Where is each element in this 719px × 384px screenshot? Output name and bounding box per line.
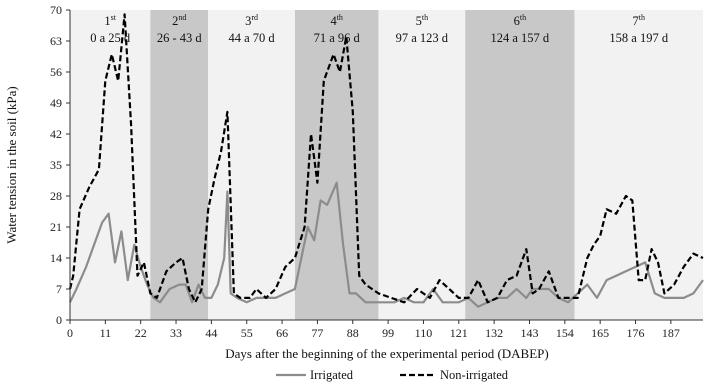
- phase-number-5: 5th: [415, 13, 429, 28]
- x-tick-label: 0: [67, 326, 73, 340]
- x-tick-label: 55: [240, 326, 253, 340]
- phase-band-4: [295, 10, 379, 320]
- phase-range-5: 97 a 123 d: [395, 31, 449, 45]
- x-tick-label: 165: [591, 326, 610, 340]
- x-tick-label: 33: [170, 326, 183, 340]
- y-tick-label: 70: [50, 3, 62, 17]
- x-tick-label: 22: [134, 326, 147, 340]
- phase-band-2: [150, 10, 208, 320]
- phase-number-1: 1st: [104, 13, 116, 28]
- legend: [276, 368, 509, 382]
- y-tick-label: 7: [56, 282, 62, 296]
- x-tick-label: 176: [626, 326, 645, 340]
- x-tick-label: 143: [520, 326, 539, 340]
- x-tick-label: 77: [311, 326, 324, 340]
- y-tick-label: 28: [50, 189, 62, 203]
- x-tick-label: 99: [382, 326, 395, 340]
- x-tick-label: 66: [276, 326, 289, 340]
- phase-number-6: 6th: [513, 13, 527, 28]
- x-tick-label: 121: [449, 326, 468, 340]
- phase-band-5: [378, 10, 465, 320]
- x-tick-label: 88: [346, 326, 359, 340]
- phase-range-2: 26 - 43 d: [156, 31, 202, 45]
- y-tick-label: 35: [50, 158, 62, 172]
- y-tick-label: 14: [50, 251, 62, 265]
- phase-range-3: 44 a 70 d: [228, 31, 275, 45]
- x-tick-label: 110: [414, 326, 433, 340]
- x-tick-label: 11: [99, 326, 112, 340]
- y-tick-label: 21: [50, 220, 62, 234]
- y-axis-label: Water tension in the soil (kPa): [4, 86, 19, 244]
- phase-number-7: 7th: [632, 13, 645, 28]
- x-tick-label: 187: [661, 326, 680, 340]
- phase-number-2: 2nd: [172, 13, 187, 28]
- phase-number-4: 4th: [330, 13, 343, 28]
- phase-range-1: 0 a 25 d: [90, 31, 131, 45]
- y-tick-label: 49: [50, 96, 62, 110]
- x-axis-label: Days after the beginning of the experimental period (DABEP): [225, 346, 549, 361]
- legend-label-irrigated: Irrigated: [310, 368, 354, 382]
- phase-range-4: 71 a 96 d: [313, 31, 360, 45]
- phase-band-6: [465, 10, 574, 320]
- y-tick-label: 63: [50, 34, 62, 48]
- x-tick-label: 154: [555, 326, 574, 340]
- y-tick-label: 0: [56, 313, 62, 327]
- y-tick-label: 56: [50, 65, 62, 79]
- y-tick-label: 42: [50, 127, 62, 141]
- legend-label-non-irrigated: Non-irrigated: [440, 368, 509, 382]
- x-tick-label: 44: [205, 326, 218, 340]
- phase-number-3: 3rd: [245, 13, 259, 28]
- phase-range-6: 124 a 157 d: [490, 31, 550, 45]
- phase-range-7: 158 a 197 d: [609, 31, 669, 45]
- x-tick-label: 132: [485, 326, 504, 340]
